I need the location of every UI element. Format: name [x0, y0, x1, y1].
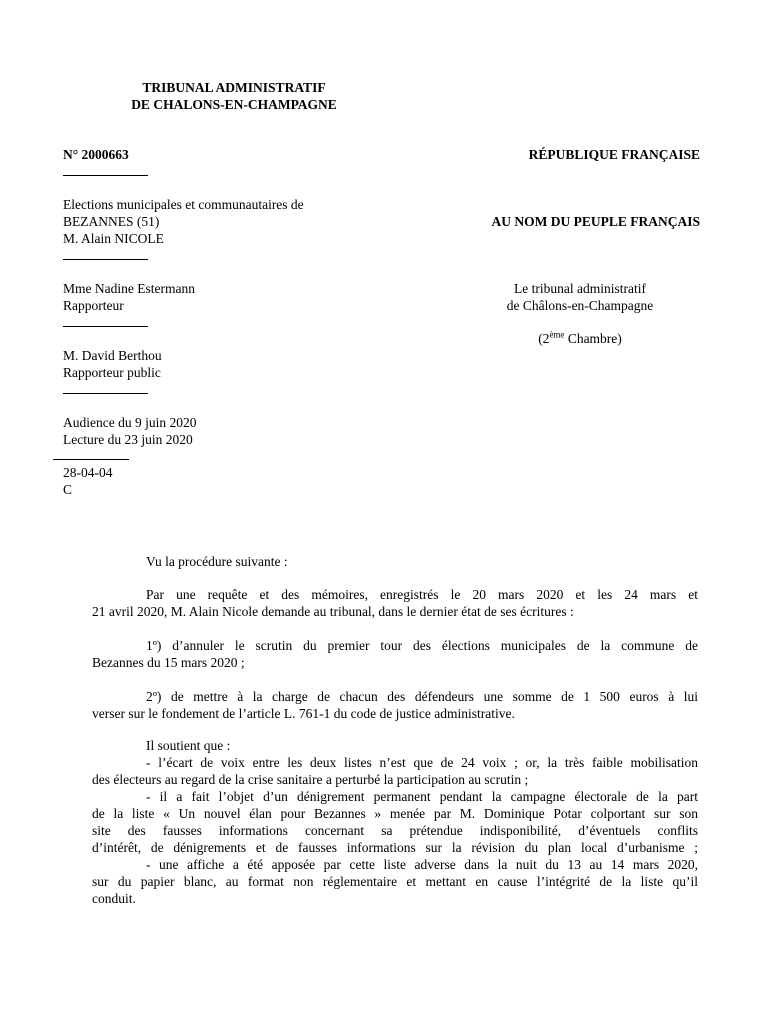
republic-title: RÉPUBLIQUE FRANÇAISE — [528, 147, 700, 162]
chamber-close: Chambre) — [564, 331, 622, 346]
rapporteur-role: Rapporteur — [63, 298, 124, 313]
classification-code: 28-04-04 — [63, 465, 113, 480]
paragraph-line: site des fausses informations concernant sa prétendue indisponibilité, d’éventuels conflits — [92, 823, 698, 838]
subject-line2: BEZANNES (51) — [63, 214, 160, 229]
paragraph-line: verser sur le fondement de l’article L. 761-1 du code de justice administrative. — [92, 706, 515, 721]
paragraph-line: d’intérêt, de dénigrements et de fausses informations sur la révision du plan local d’urbanisme ; — [92, 840, 698, 855]
paragraph-line: conduit. — [92, 891, 136, 906]
public-rapporteur-role: Rapporteur public — [63, 365, 161, 380]
rapporteur-name: Mme Nadine Estermann — [63, 281, 195, 296]
paragraph-line: - il a fait l’objet d’un dénigrement permanent pendant la campagne électorale de la part — [146, 789, 698, 804]
paragraph-request — [92, 586, 698, 620]
public-rapporteur-name: M. David Berthou — [63, 348, 162, 363]
paragraph-line: 2º) de mettre à la charge de chacun des défendeurs une somme de 1 500 euros à lui — [146, 689, 698, 704]
paragraph-line: 21 avril 2020, M. Alain Nicole demande au tribunal, dans le dernier état de ses écritures : — [92, 604, 574, 619]
paragraph-line: - une affiche a été apposée par cette liste adverse dans la nuit du 13 au 14 mars 2020, — [146, 857, 698, 872]
hearing-date: Audience du 9 juin 2020 — [63, 415, 197, 430]
reading-date: Lecture du 23 juin 2020 — [63, 432, 193, 447]
classification-letter: C — [63, 482, 73, 497]
paragraph-claim-2 — [92, 688, 698, 722]
paragraph-line: Il soutient que : — [146, 738, 231, 753]
paragraph-arguments — [92, 737, 698, 907]
divider-rule — [53, 459, 129, 460]
chamber-open: (2 — [538, 331, 550, 346]
paragraph-line: - l’écart de voix entre les deux listes n’est que de 24 voix ; or, la très faible mobilisation — [146, 755, 698, 770]
tribunal-line1: Le tribunal administratif — [514, 281, 646, 296]
paragraph-line: Par une requête et des mémoires, enregistrés le 20 mars 2020 et les 24 mars et — [146, 587, 698, 602]
subject-line1: Elections municipales et communautaires de — [63, 197, 304, 212]
divider-rule — [63, 175, 148, 176]
paragraph-line: sur du papier blanc, au format non réglementaire et mettant en cause l’intégrité de la liste qu’il — [92, 874, 698, 889]
case-number: N° 2000663 — [63, 147, 129, 162]
tribunal-line2: de Châlons-en-Champagne — [506, 298, 654, 313]
procedure-intro: Vu la procédure suivante : — [146, 554, 288, 569]
paragraph-line: de la liste « Un nouvel élan pour Bezannes » menée par M. Dominique Potar colportant sur son — [92, 806, 698, 821]
paragraph-line: Bezannes du 15 mars 2020 ; — [92, 655, 245, 670]
paragraph-claim-1 — [92, 637, 698, 671]
court-name-line1: TRIBUNAL ADMINISTRATIF — [142, 80, 326, 95]
court-name-line2: DE CHALONS-EN-CHAMPAGNE — [131, 97, 337, 112]
chamber — [460, 330, 700, 347]
divider-rule — [63, 393, 148, 394]
divider-rule — [63, 259, 148, 260]
paragraph-line: 1º) d’annuler le scrutin du premier tour des élections municipales de la commune de — [146, 638, 698, 653]
paragraph-line: des électeurs au regard de la crise sanitaire a perturbé la participation au scrutin ; — [92, 772, 529, 787]
divider-rule — [63, 326, 148, 327]
in-the-name-title: AU NOM DU PEUPLE FRANÇAIS — [491, 214, 700, 229]
subject-line3: M. Alain NICOLE — [63, 231, 164, 246]
chamber-sup: ème — [549, 329, 565, 340]
